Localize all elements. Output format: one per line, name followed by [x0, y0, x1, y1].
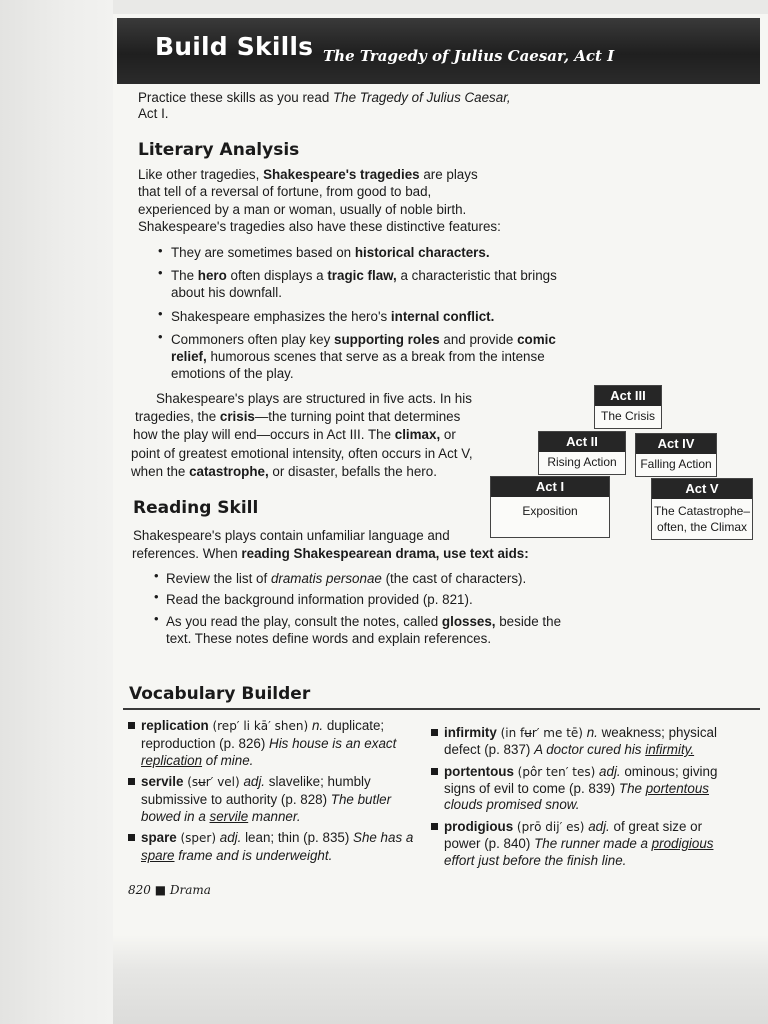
act-3-label: Act III	[595, 386, 661, 406]
act-5-label: Act V	[652, 479, 752, 499]
literary-bullet-2-line-2: about his downfall.	[171, 285, 282, 300]
act-3-desc: The Crisis	[600, 409, 655, 423]
vocab-spare-line-1: spare (sper) adj. lean; thin (p. 835) She has a	[141, 830, 414, 845]
bullet-dot: •	[158, 243, 163, 258]
act-5-desc-1: The Catastrophe–	[653, 504, 751, 518]
reading-line-2: references. When reading Shakespearean drama, use text aids:	[132, 546, 529, 561]
reading-bullet-3: As you read the play, consult the notes, called glosses, beside the	[166, 614, 562, 629]
literary-bullet-3: Shakespeare emphasizes the hero's internal conflict.	[171, 309, 495, 324]
page-subtitle: The Tragedy of Julius Caesar, Act I	[323, 47, 615, 65]
vocabulary-builder-heading: Vocabulary Builder	[129, 684, 311, 704]
literary-p2-line-5: when the catastrophe, or disaster, befalls the hero.	[131, 464, 437, 479]
vocab-square-bullet	[431, 768, 438, 775]
bullet-dot: •	[154, 611, 159, 626]
bullet-dot: •	[154, 589, 159, 604]
reading-skill-heading: Reading Skill	[133, 498, 259, 518]
literary-p2-line-1: Shakespeare's plays are structured in five acts. In his	[156, 391, 472, 406]
literary-bullet-4-line-3: emotions of the play.	[171, 366, 294, 381]
act-2-desc: Rising Action	[547, 455, 617, 469]
literary-p1-line-1: Like other tragedies, Shakespeare's tragedies are plays	[138, 167, 478, 182]
vocab-prodigious-line-2: power (p. 840) The runner made a prodigious	[444, 836, 714, 851]
act-4-label: Act IV	[636, 434, 716, 454]
vocab-square-bullet	[128, 778, 135, 785]
act-2-box	[538, 431, 626, 475]
vocab-spare-line-2: spare frame and is underweight.	[141, 848, 333, 863]
vocab-servile-line-3: bowed in a servile manner.	[141, 809, 301, 824]
vocab-square-bullet	[128, 834, 135, 841]
reading-bullet-2: Read the background information provided (p. 821).	[166, 592, 473, 607]
literary-bullet-4: Commoners often play key supporting roles and provide comic	[171, 332, 556, 347]
bullet-dot: •	[154, 568, 159, 583]
vocab-square-bullet	[128, 722, 135, 729]
literary-analysis-heading: Literary Analysis	[138, 140, 300, 160]
literary-p1-line-3: experienced by a man or woman, usually of noble birth.	[138, 202, 467, 217]
intro-line-1: Practice these skills as you read The Tragedy of Julius Caesar,	[138, 90, 511, 105]
vocab-prodigious-line-1: prodigious (prō dij′ es) adj. of great size or	[444, 819, 703, 834]
vocabulary-rule	[123, 708, 760, 710]
vocab-square-bullet	[431, 729, 438, 736]
vocab-replication-line-2: reproduction (p. 826) His house is an exact	[141, 736, 397, 751]
vocab-portentous-line-2: signs of evil to come (p. 839) The portentous	[444, 781, 709, 796]
act-1-desc: Exposition	[522, 504, 578, 518]
page-bottom-shadow	[113, 935, 768, 1024]
act-1-label: Act I	[491, 477, 609, 497]
act-3-box	[594, 385, 662, 429]
literary-bullet-4-line-2: relief, humorous scenes that serve as a break from the intense	[171, 349, 545, 364]
literary-p2-line-2: tragedies, the crisis—the turning point that determines	[135, 409, 461, 424]
literary-p2-line-3: how the play will end—occurs in Act III. The climax, or	[133, 427, 456, 442]
reading-bullet-1: Review the list of dramatis personae (the cast of characters).	[166, 571, 527, 586]
vocab-portentous-line-1: portentous (pôr ten′ tes) adj. ominous; giving	[444, 764, 718, 779]
vocab-servile-line-2: submissive to authority (p. 828) The butler	[141, 792, 392, 807]
literary-bullet-1: They are sometimes based on historical characters.	[171, 245, 490, 260]
bullet-dot: •	[158, 329, 163, 344]
vocab-square-bullet	[431, 823, 438, 830]
vocab-infirmity-line-2: defect (p. 837) A doctor cured his infirmity.	[444, 742, 695, 757]
act-4-box	[635, 433, 717, 477]
vocab-replication-line-3: replication of mine.	[141, 753, 254, 768]
act-2-label: Act II	[539, 432, 625, 452]
vocab-infirmity-line-1: infirmity (in fʉr′ me tē) n. weakness; physical	[444, 725, 717, 740]
act-1-box	[490, 476, 610, 538]
vocab-servile-line-1: servile (sʉr′ vel) adj. slavelike; humbly	[141, 774, 371, 789]
literary-bullet-2: The hero often displays a tragic flaw, a characteristic that brings	[171, 268, 557, 283]
reading-bullet-3-line-2: text. These notes define words and explain references.	[166, 631, 492, 646]
vocab-replication-line-1: replication (rep′ li kā′ shen) n. duplicate;	[141, 718, 385, 733]
vocab-prodigious-line-3: effort just before the finish line.	[444, 853, 627, 868]
vocab-portentous-line-3: clouds promised snow.	[444, 797, 580, 812]
literary-p2-line-4: point of greatest emotional intensity, often occurs in Act V,	[131, 446, 473, 461]
page-footer: 820 ■ Drama	[128, 883, 211, 897]
intro-line-2: Act I.	[138, 106, 169, 121]
bullet-dot: •	[158, 265, 163, 280]
act-5-box	[651, 478, 753, 540]
act-5-desc-2: often, the Climax	[656, 520, 748, 534]
page-shadow-left	[0, 0, 113, 1024]
reading-line-1: Shakespeare's plays contain unfamiliar language and	[133, 528, 450, 543]
literary-p1-line-4: Shakespeare's tragedies also have these distinctive features:	[138, 219, 501, 234]
bullet-dot: •	[158, 306, 163, 321]
page-title: Build Skills	[155, 32, 314, 61]
act-4-desc: Falling Action	[640, 457, 712, 471]
literary-p1-line-2: that tell of a reversal of fortune, from good to bad,	[138, 184, 432, 199]
